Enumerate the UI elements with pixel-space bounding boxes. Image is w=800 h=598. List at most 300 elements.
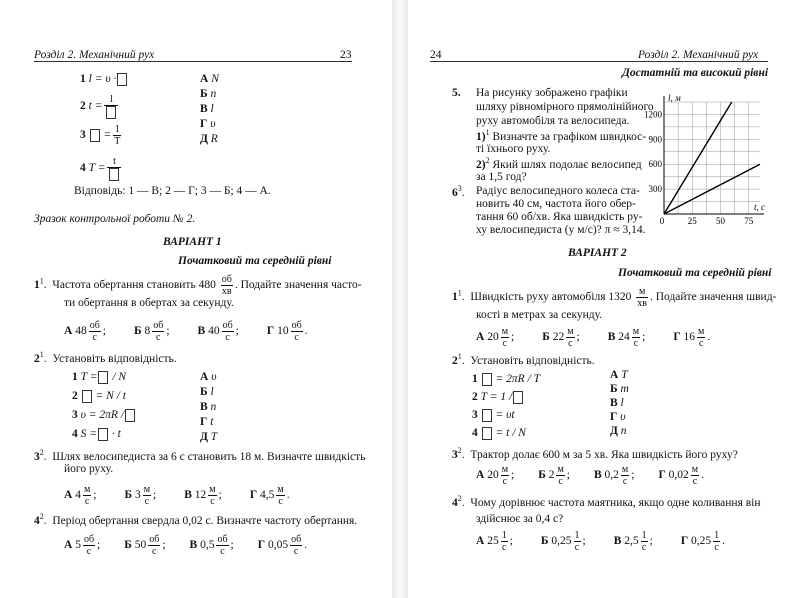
fraction-denominator: с [622, 476, 628, 487]
unit-fraction [83, 534, 95, 557]
left-task4: $4^2$. Період обертання свердла 0,02 с. Визначте частоту обертання. [34, 512, 358, 527]
answer-letter: Б [124, 489, 135, 502]
answer-letter: В [593, 469, 605, 482]
fraction-denominator: с [568, 338, 573, 349]
fraction-denominator: с [633, 338, 639, 349]
fraction-denominator [104, 106, 118, 119]
fraction-numerator: t [107, 156, 121, 168]
row-number: 4 [472, 427, 481, 439]
answer-option [614, 530, 653, 553]
fraction-numerator: м [143, 484, 151, 495]
right-header-rule [430, 61, 768, 62]
fraction-numerator: об [153, 320, 164, 331]
right-task3-answers [476, 464, 728, 487]
fraction-denominator: с [698, 338, 704, 349]
answer-letter: Г [249, 489, 261, 502]
answer-value: 40 [208, 325, 220, 338]
task-number: 3 [34, 450, 40, 463]
fraction-numerator: 1 [114, 124, 120, 135]
task5-line: На рисунку зображено графіки [476, 87, 628, 99]
fraction-denominator: с [156, 332, 161, 343]
fraction-numerator: м [691, 464, 699, 475]
answer-option [476, 464, 514, 487]
y-tick-label: 600 [648, 159, 662, 170]
answer-option [541, 530, 586, 553]
answer-option [267, 320, 308, 343]
formula-text: υ = 2πR / [80, 409, 125, 421]
task6-line: новить 40 см, частота його обер- [476, 198, 636, 210]
matching-option [200, 400, 216, 414]
task-level: 2 [457, 446, 462, 455]
option-letter: Г [610, 411, 621, 423]
task-level: 1 [39, 350, 44, 359]
answer-separator: ; [511, 469, 515, 482]
unit-fraction [143, 484, 151, 507]
answer-value: 48 [75, 325, 87, 338]
answer-letter: А [64, 539, 76, 552]
fraction-numerator: об [83, 534, 95, 545]
fraction-denominator: T [114, 136, 121, 147]
fraction-denominator: хв [637, 298, 647, 309]
matching-option [200, 385, 214, 399]
fraction-denominator [107, 168, 121, 181]
answer-separator: ; [509, 535, 513, 548]
fraction-numerator: об [149, 534, 160, 545]
task6-line: ху велосипедиста (у м/с)? π ≈ 3,14. [476, 224, 646, 236]
answer-separator: ; [642, 331, 646, 344]
blank-box [98, 371, 108, 384]
fraction-denominator: с [641, 542, 647, 553]
blank-box [117, 73, 127, 86]
answer-separator: ; [230, 539, 234, 552]
option-letter: Г [200, 118, 211, 130]
row-number: 1 [80, 73, 89, 85]
matching-option [200, 430, 217, 444]
unit-fraction [152, 320, 164, 343]
task-number: 2 [452, 354, 458, 367]
answer-option [124, 484, 156, 507]
answer-letter: Б [538, 469, 549, 482]
left-header-title: Розділ 2. Механічний рух [34, 49, 155, 61]
fraction-denominator: с [152, 546, 157, 557]
answer-value: 20 [487, 331, 499, 344]
fraction-denominator: с [84, 496, 90, 507]
fraction-numerator: об [291, 320, 302, 331]
task-text: Частота обертання становить 480 [52, 279, 216, 292]
answer-value: 0,2 [604, 469, 619, 482]
matching-option [610, 368, 628, 382]
task6-number: $6^3$. [452, 184, 465, 199]
formula-text: T = [80, 371, 98, 383]
blank-box [482, 409, 492, 422]
task-number: 6 [452, 186, 458, 199]
formula-text: l = υ · [88, 73, 117, 85]
unit-fraction [221, 274, 233, 297]
answer-letter: Б [540, 535, 552, 548]
row-number: 2 [472, 391, 481, 403]
left-task1: $1^1$. Частота обертання становить 480 $\frac{об}{хв}$ . Подайте значення часто- [34, 274, 362, 297]
answer-separator: ; [153, 489, 157, 502]
answer-option [198, 320, 239, 343]
unit-fraction [556, 464, 564, 487]
answer-separator: . [701, 469, 704, 482]
distance-time-chart [640, 88, 770, 230]
fraction-denominator: с [502, 476, 508, 487]
fraction-numerator: об [222, 320, 233, 331]
x-tick-label: 50 [715, 216, 725, 226]
answer-option [673, 326, 710, 349]
matching-row [72, 370, 126, 384]
unit-fraction [148, 534, 160, 557]
task-level: 2 [39, 512, 44, 521]
answer-letter: В [184, 489, 195, 502]
matching-option [200, 370, 216, 384]
fraction-denominator: с [92, 332, 97, 343]
row-number: 2 [80, 100, 89, 113]
option-letter: В [200, 103, 211, 115]
row-number: 1 [472, 373, 481, 385]
answer-separator: ; [162, 539, 166, 552]
task5-sub1-line2: ті їхнього руху. [476, 143, 551, 155]
unit-fraction [216, 534, 228, 557]
sample-title: Зразок контрольної роботи № 2. [34, 213, 196, 225]
unit-fraction [636, 286, 648, 309]
right-task2: $2^1$. Установіть відповідність. [452, 352, 595, 367]
task-text: Швидкість руху автомобіля 1320 [470, 291, 632, 304]
option-value: n [620, 425, 627, 437]
matching-row [472, 426, 526, 440]
left-task3: $3^2$. Шлях велосипедиста за 6 с становить 18 м. Визначте швидкість [34, 448, 366, 463]
task-text: Шлях велосипедиста за 6 с становить 18 м. Визначте швидкість [52, 450, 366, 463]
answer-value: 5 [75, 539, 81, 552]
answer-value: 50 [134, 539, 147, 552]
unit-fraction [104, 94, 118, 119]
matching-row [80, 94, 120, 119]
answer-separator: ; [97, 539, 101, 552]
matching-option [200, 87, 216, 101]
answer-value: 0,25 [691, 535, 712, 548]
task6-line: Радіус велосипедного колеса ста- [476, 185, 640, 197]
answer-option [658, 464, 704, 487]
task5-sub2-line2: за 1,5 год? [476, 171, 527, 183]
unit-fraction [501, 464, 509, 487]
task-number: 4 [452, 496, 458, 509]
answer-value: 24 [618, 331, 630, 344]
formula-text: = [100, 129, 112, 142]
fraction-denominator: с [293, 546, 299, 557]
answer-letter: Г [266, 325, 278, 338]
left-page-number: 23 [340, 49, 352, 61]
blank-box [90, 129, 100, 142]
matching-row [472, 390, 524, 404]
fraction-denominator: с [86, 546, 92, 557]
answer-separator: ; [576, 331, 580, 344]
option-letter: Б [610, 383, 621, 395]
answer-letter: А [476, 469, 488, 482]
answer-value: 22 [552, 331, 565, 344]
fraction-denominator: хв [221, 286, 232, 297]
fraction-denominator: с [502, 338, 508, 349]
task-level: 2 [457, 494, 462, 503]
sub-label: 1) [476, 130, 486, 143]
fraction-numerator: 1 [501, 530, 507, 541]
answer-letter: Б [133, 325, 145, 338]
answer-value: 10 [277, 325, 289, 338]
answer-letter: Б [124, 539, 135, 552]
matching-row [72, 408, 136, 422]
formula-text: T = [88, 162, 106, 175]
left-task2: $2^1$. Установіть відповідність. [34, 350, 177, 365]
answer-separator: ; [166, 325, 170, 338]
y-tick-label: 1200 [644, 109, 662, 120]
task-level: 2 [39, 448, 44, 457]
answer-option [64, 320, 106, 343]
option-value: l [210, 103, 214, 115]
right-level-title: Початковий та середній рівні [618, 267, 772, 279]
task-level: 1 [39, 276, 44, 286]
task-text: Установіть відповідність. [470, 354, 595, 367]
matching-row [72, 427, 121, 441]
matching-row [80, 156, 123, 181]
row-number: 3 [80, 129, 89, 142]
option-value: υ [210, 118, 216, 130]
fraction-numerator: м [209, 484, 216, 495]
task5-line: шляху рівномірного прямолінійного [476, 101, 654, 113]
answer-letter: Г [680, 535, 692, 548]
fraction-denominator: с [501, 542, 507, 553]
answer-value: 4 [75, 489, 81, 502]
task-number: 1 [452, 291, 458, 304]
answer-separator: ; [649, 535, 653, 548]
fraction-numerator: об [291, 534, 302, 545]
formula-text: = υt [492, 409, 515, 421]
fraction-numerator: об [221, 274, 232, 285]
fraction-denominator: с [220, 546, 225, 557]
answer-option [476, 530, 513, 553]
task6-line: тання 60 об/хв. Яка швидкість ру- [476, 211, 643, 223]
option-value: l [620, 397, 624, 409]
answer-separator: . [707, 331, 711, 344]
right-task1: $1^1$. Швидкість руху автомобіля 1320 $\frac{м}{хв}$ . Подайте значення швид- [452, 286, 777, 309]
fraction-numerator: об [89, 320, 100, 331]
option-value: T [621, 369, 628, 381]
task-number: 4 [34, 514, 40, 527]
answer-value: 0,02 [668, 469, 689, 482]
answer-value: 12 [194, 489, 207, 502]
answer-separator: ; [102, 325, 106, 338]
right-task1-line2: кості в метрах за секунду. [476, 309, 603, 321]
answer-value: 25 [487, 535, 499, 548]
fraction-numerator: м [83, 484, 91, 495]
option-value: t [210, 416, 214, 428]
right-task4: $4^2$. Чому дорівнює частота маятника, якщо одне коливання він [452, 494, 761, 509]
answer-separator: ; [566, 469, 570, 482]
answer-option [190, 534, 234, 557]
row-number: 3 [472, 409, 481, 421]
answer-separator: ; [631, 469, 635, 482]
answer-option [184, 484, 222, 507]
option-value: m [620, 383, 629, 395]
fraction-denominator: с [144, 496, 150, 507]
variant-2-title: ВАРІАНТ 2 [568, 247, 627, 259]
answer-value: 20 [487, 469, 499, 482]
answer-separator: ; [235, 325, 239, 338]
option-letter: В [200, 401, 211, 413]
unit-fraction [208, 484, 216, 507]
option-value: N [211, 73, 219, 85]
option-value: T [210, 431, 218, 443]
fraction-numerator: об [217, 534, 228, 545]
matching-option [610, 382, 629, 396]
row-number: 1 [72, 371, 81, 383]
unit-fraction [276, 484, 284, 507]
matching-top-answer: Відповідь: 1 — В; 2 — Г; 3 — Б; 4 — А. [74, 185, 271, 197]
answer-separator: ; [582, 535, 586, 548]
answer-value: 0,25 [551, 535, 572, 548]
left-task4-answers [64, 534, 331, 557]
fraction-numerator: м [277, 484, 284, 495]
option-letter: Б [200, 386, 211, 398]
answer-letter: Г [658, 469, 669, 482]
option-letter: Д [200, 431, 211, 443]
sub-label: 2) [476, 158, 486, 171]
fraction-denominator: с [225, 332, 230, 343]
left-task1-answers [64, 320, 336, 343]
answer-option [250, 484, 290, 507]
book-gutter [392, 0, 408, 598]
task-level: 3 [457, 184, 462, 193]
option-letter: А [200, 371, 212, 383]
option-value: υ [620, 411, 626, 423]
row-number: 2 [72, 390, 81, 402]
unit-fraction [113, 124, 121, 147]
row-number: 4 [72, 428, 81, 440]
answer-separator: . [304, 539, 308, 552]
answer-letter: Г [673, 331, 684, 344]
fraction-numerator: м [557, 464, 564, 475]
task-level: 1 [457, 352, 462, 361]
option-value: n [210, 88, 217, 100]
unit-fraction [83, 484, 91, 507]
blank-box [82, 390, 92, 403]
formula-text: = 2πR / T [492, 373, 541, 385]
task-level: 1 [457, 288, 462, 298]
row-number: 3 [72, 409, 81, 421]
fraction-numerator: м [698, 326, 705, 337]
y-tick-label: 300 [648, 184, 662, 195]
fraction-denominator: с [210, 496, 215, 507]
left-task3-line2: його руху. [64, 463, 114, 475]
fraction-numerator: м [636, 286, 648, 298]
answer-value: 8 [144, 325, 151, 338]
right-page-number: 24 [430, 49, 442, 61]
option-letter: Д [610, 425, 621, 437]
unit-fraction [621, 464, 629, 487]
right-task4-answers [476, 530, 753, 553]
blank-box [106, 106, 116, 119]
answer-value: 0,5 [200, 539, 215, 552]
task-text: Чому дорівнює частота маятника, якщо одне коливання він [470, 496, 761, 509]
unit-fraction [641, 530, 648, 553]
answer-option [594, 464, 634, 487]
x-axis-label: t, с [754, 202, 765, 212]
unit-fraction [697, 326, 705, 349]
fraction-denominator: с [294, 332, 299, 343]
matching-option [610, 410, 625, 424]
answer-option [542, 326, 580, 349]
unit-fraction [107, 156, 121, 181]
answer-option [124, 534, 165, 557]
left-task3-answers [64, 484, 318, 507]
fraction-numerator: м [621, 464, 629, 475]
y-tick-label: 900 [648, 134, 662, 145]
right-header-title: Розділ 2. Механічний рух [638, 49, 759, 61]
task-level: 1 [485, 128, 490, 137]
task-number: 1 [34, 279, 40, 292]
unit-fraction [89, 320, 101, 343]
answer-separator: ; [93, 489, 97, 502]
matching-option [200, 117, 215, 131]
answer-option [64, 484, 96, 507]
task-text: . Подайте значення часто- [234, 279, 362, 292]
matching-row [80, 124, 123, 147]
answer-option [476, 326, 514, 349]
sub-text: Визначте за графіком швидкос- [489, 130, 647, 143]
unit-fraction [574, 530, 581, 553]
task-level: 2 [485, 156, 490, 165]
blank-box [482, 427, 492, 440]
x-tick-label: 25 [687, 216, 697, 226]
unit-fraction [691, 464, 699, 487]
matching-row [472, 408, 515, 422]
unit-fraction [222, 320, 234, 343]
option-letter: В [610, 397, 621, 409]
matching-option [200, 132, 218, 146]
answer-option [538, 464, 570, 487]
answer-value: 0,05 [267, 539, 289, 552]
formula-text: / N [109, 371, 127, 383]
answer-option [134, 320, 170, 343]
matching-row [472, 372, 540, 386]
answer-separator: . [304, 325, 308, 338]
answer-letter: В [607, 331, 619, 344]
formula-text: S = [80, 428, 98, 440]
unit-fraction [290, 534, 302, 557]
fraction-numerator: м [632, 326, 640, 337]
blank-box [125, 409, 135, 422]
answer-letter: А [476, 331, 488, 344]
right-level-high: Достатній та високий рівні [622, 67, 769, 79]
answer-value: 16 [683, 331, 696, 344]
option-value: l [210, 386, 214, 398]
option-letter: Б [200, 88, 211, 100]
option-letter: Д [200, 133, 211, 145]
answer-value: 4,5 [260, 489, 275, 502]
option-letter: А [610, 369, 622, 381]
fraction-numerator: м [567, 326, 574, 337]
fraction-numerator: 1 [574, 530, 580, 541]
fraction-numerator: 1 [641, 530, 647, 541]
answer-separator: . [286, 489, 290, 502]
option-letter: Г [200, 416, 211, 428]
option-value: n [210, 401, 217, 413]
task-text: . Подайте значення швид- [649, 291, 777, 304]
fraction-denominator: с [278, 496, 283, 507]
answer-letter: Б [542, 331, 553, 344]
option-value: R [210, 133, 218, 145]
answer-separator: ; [218, 489, 222, 502]
answer-separator: . [722, 535, 726, 548]
